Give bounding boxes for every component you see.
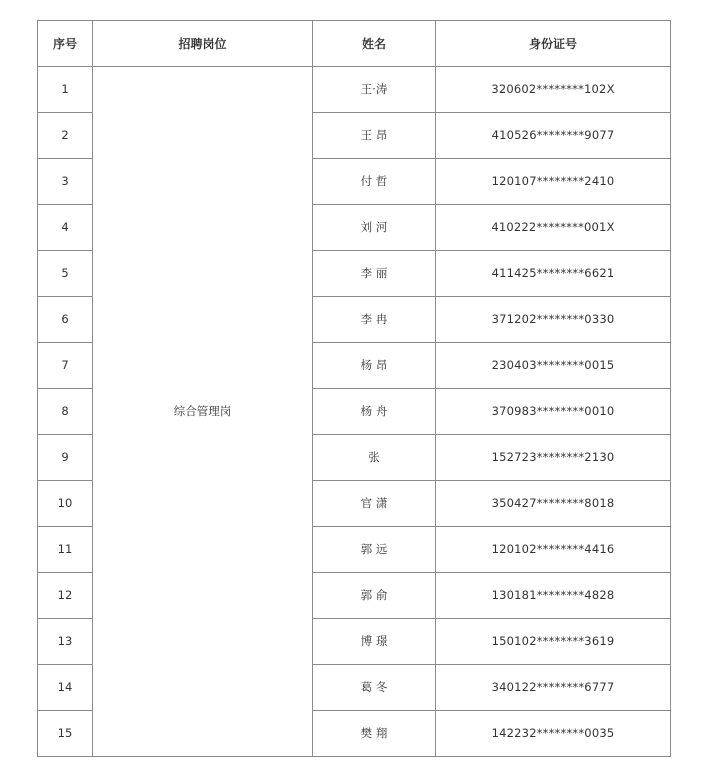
id-cell: 230403********0015 bbox=[436, 343, 671, 389]
row-number: 7 bbox=[38, 343, 93, 389]
name-cell: 博 璟 bbox=[313, 619, 436, 665]
id-cell: 410222********001X bbox=[436, 205, 671, 251]
row-number: 12 bbox=[38, 573, 93, 619]
row-number: 10 bbox=[38, 481, 93, 527]
row-number: 3 bbox=[38, 159, 93, 205]
name-cell: 付 哲 bbox=[313, 159, 436, 205]
row-number: 5 bbox=[38, 251, 93, 297]
header-position: 招聘岗位 bbox=[93, 21, 313, 67]
id-cell: 152723********2130 bbox=[436, 435, 671, 481]
name-cell: 郭 远 bbox=[313, 527, 436, 573]
name-cell: 王·涛 bbox=[313, 67, 436, 113]
row-number: 14 bbox=[38, 665, 93, 711]
id-cell: 130181********4828 bbox=[436, 573, 671, 619]
name-cell: 张 bbox=[313, 435, 436, 481]
name-cell: 葛 冬 bbox=[313, 665, 436, 711]
row-number: 15 bbox=[38, 711, 93, 757]
name-cell: 刘 河 bbox=[313, 205, 436, 251]
id-cell: 150102********3619 bbox=[436, 619, 671, 665]
table-row bbox=[38, 67, 671, 113]
row-number: 1 bbox=[38, 67, 93, 113]
id-cell: 370983********0010 bbox=[436, 389, 671, 435]
row-number: 2 bbox=[38, 113, 93, 159]
id-cell: 410526********9077 bbox=[436, 113, 671, 159]
name-cell: 李 冉 bbox=[313, 297, 436, 343]
name-cell: 官 潇 bbox=[313, 481, 436, 527]
header-id: 身份证号 bbox=[436, 21, 671, 67]
id-cell: 350427********8018 bbox=[436, 481, 671, 527]
name-cell: 杨 舟 bbox=[313, 389, 436, 435]
id-cell: 320602********102X bbox=[436, 67, 671, 113]
name-cell: 李 丽 bbox=[313, 251, 436, 297]
id-cell: 371202********0330 bbox=[436, 297, 671, 343]
table-body bbox=[38, 67, 671, 757]
id-cell: 411425********6621 bbox=[436, 251, 671, 297]
row-number: 6 bbox=[38, 297, 93, 343]
table-header-row bbox=[38, 21, 671, 67]
name-cell: 王 昂 bbox=[313, 113, 436, 159]
id-cell: 120107********2410 bbox=[436, 159, 671, 205]
id-cell: 120102********4416 bbox=[436, 527, 671, 573]
row-number: 4 bbox=[38, 205, 93, 251]
row-number: 9 bbox=[38, 435, 93, 481]
row-number: 13 bbox=[38, 619, 93, 665]
candidate-table bbox=[37, 20, 671, 757]
header-name: 姓名 bbox=[313, 21, 436, 67]
row-number: 11 bbox=[38, 527, 93, 573]
row-number: 8 bbox=[38, 389, 93, 435]
header-no: 序号 bbox=[38, 21, 93, 67]
name-cell: 杨 昂 bbox=[313, 343, 436, 389]
id-cell: 340122********6777 bbox=[436, 665, 671, 711]
id-cell: 142232********0035 bbox=[436, 711, 671, 757]
position-cell: 综合管理岗 bbox=[93, 67, 313, 757]
name-cell: 郭 俞 bbox=[313, 573, 436, 619]
name-cell: 樊 翔 bbox=[313, 711, 436, 757]
